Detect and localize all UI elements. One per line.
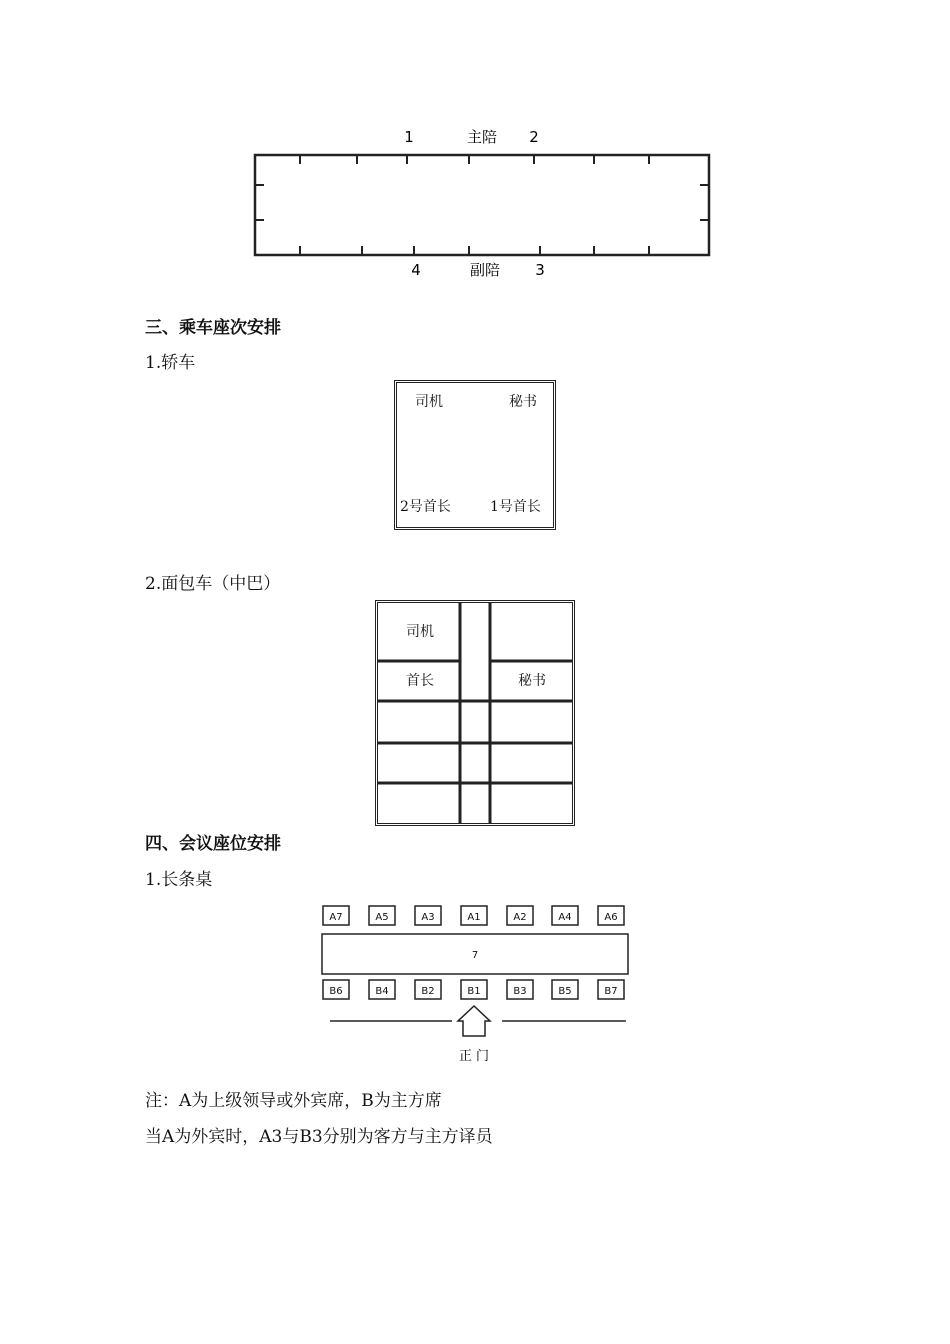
seat-a4: A4 <box>558 912 572 923</box>
van-secretary: 秘书 <box>518 673 546 689</box>
seat-a3: A3 <box>421 912 435 923</box>
seat-b6: B6 <box>329 986 343 997</box>
sedan-chief-2: 2号首长 <box>400 499 451 515</box>
table-label: 7 <box>471 950 479 961</box>
long-table-title: 1.长条桌 <box>145 870 213 890</box>
van-driver: 司机 <box>406 624 434 640</box>
seat-1-label: 1 <box>404 128 414 146</box>
sedan-title: 1.轿车 <box>145 353 196 373</box>
section-heading-meeting-seating: 四、会议座位安排 <box>145 834 281 854</box>
seat-a1: A1 <box>467 912 481 923</box>
seat-2-label: 2 <box>529 128 539 146</box>
note-line-1: 注：A为上级领导或外宾席，B为主方席 <box>145 1091 442 1111</box>
sedan-diagram <box>394 380 556 530</box>
note-line-2: 当A为外宾时，A3与B3分别为客方与主方译员 <box>145 1127 493 1147</box>
main-door-label: 正 门 <box>458 1049 490 1064</box>
seat-b7: B7 <box>604 986 618 997</box>
sedan-secretary: 秘书 <box>509 394 537 410</box>
sedan-chief-1: 1号首长 <box>490 499 541 515</box>
seat-b1: B1 <box>467 986 481 997</box>
seat-a6: A6 <box>604 912 618 923</box>
van-chief: 首长 <box>406 673 434 689</box>
seat-b3: B3 <box>513 986 527 997</box>
seat-b5: B5 <box>558 986 572 997</box>
deputy-host-label: 副陪 <box>469 261 501 279</box>
van-title: 2.面包车（中巴） <box>145 574 281 594</box>
seat-b2: B2 <box>421 986 435 997</box>
sedan-driver: 司机 <box>415 394 443 410</box>
conference-table-diagram <box>318 900 638 1070</box>
host-table-diagram <box>244 120 724 290</box>
seat-4-label: 4 <box>411 261 421 279</box>
seat-a5: A5 <box>375 912 389 923</box>
seat-a2: A2 <box>513 912 527 923</box>
seat-b4: B4 <box>375 986 389 997</box>
seat-a7: A7 <box>329 912 343 923</box>
van-diagram <box>375 600 575 826</box>
host-label: 主陪 <box>466 128 498 146</box>
seat-3-label: 3 <box>535 261 545 279</box>
section-heading-car-seating: 三、乘车座次安排 <box>145 318 281 338</box>
